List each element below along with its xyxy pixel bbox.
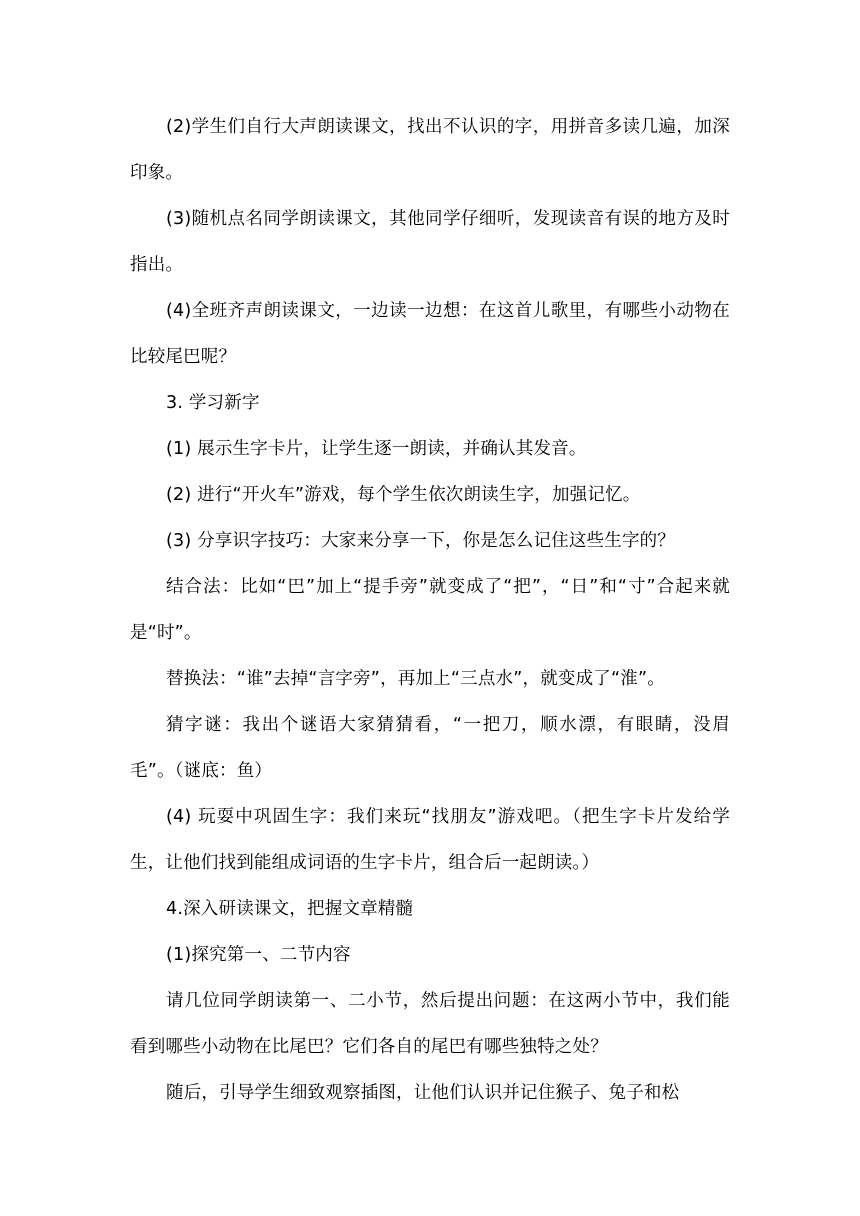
paragraph-random-call: (3)随机点名同学朗读课文，其他同学仔细听，发现读音有误的地方及时指出。 — [130, 209, 730, 275]
paragraph-observe-illustration: 随后，引导学生细致观察插图，让他们认识并记住猴子、兔子和松 — [166, 1083, 680, 1103]
paragraph-explore-sections: (1)探究第一、二节内容 — [166, 945, 351, 965]
paragraph-find-friends-game: (4) 玩耍中巩固生字：我们来玩“找朋友”游戏吧。（把生字卡片发给学生，让他们找到能组成词语的生字卡片，组合后一起朗读。） — [130, 807, 730, 873]
paragraph-class-read: (4)全班齐声朗读课文，一边读一边想：在这首儿歌里，有哪些小动物在比较尾巴呢？ — [130, 301, 730, 367]
paragraph-combine-method: 结合法：比如“巴”加上“提手旁”就变成了“把”，“日”和“寸”合起来就是“时”。 — [130, 577, 730, 643]
paragraph-share-tips: (3) 分享识字技巧：大家来分享一下，你是怎么记住这些生字的？ — [166, 531, 676, 551]
paragraph-questions: 请几位同学朗读第一、二小节，然后提出问题：在这两小节中，我们能看到哪些小动物在比尾巴？它们各自的尾巴有哪些独特之处？ — [130, 991, 730, 1057]
paragraph-riddle: 猜字谜：我出个谜语大家猜猜看，“一把刀，顺水漂，有眼睛，没眉毛”。（谜底：鱼） — [130, 715, 730, 781]
paragraph-replace-method: 替换法：“谁”去掉“言字旁”，再加上“三点水”，就变成了“淮”。 — [166, 669, 665, 689]
section-heading-learn-new-characters: 3. 学习新字 — [166, 393, 260, 413]
paragraph-read-aloud-self: (2)学生们自行大声朗读课文，找出不认识的字，用拼音多读几遍，加深印象。 — [130, 117, 730, 183]
paragraph-train-game: (2) 进行“开火车”游戏，每个学生依次朗读生字，加强记忆。 — [166, 485, 641, 505]
paragraph-show-cards: (1) 展示生字卡片，让学生逐一朗读，并确认其发音。 — [166, 439, 587, 459]
section-heading-deep-reading: 4.深入研读课文，把握文章精髓 — [166, 899, 414, 919]
